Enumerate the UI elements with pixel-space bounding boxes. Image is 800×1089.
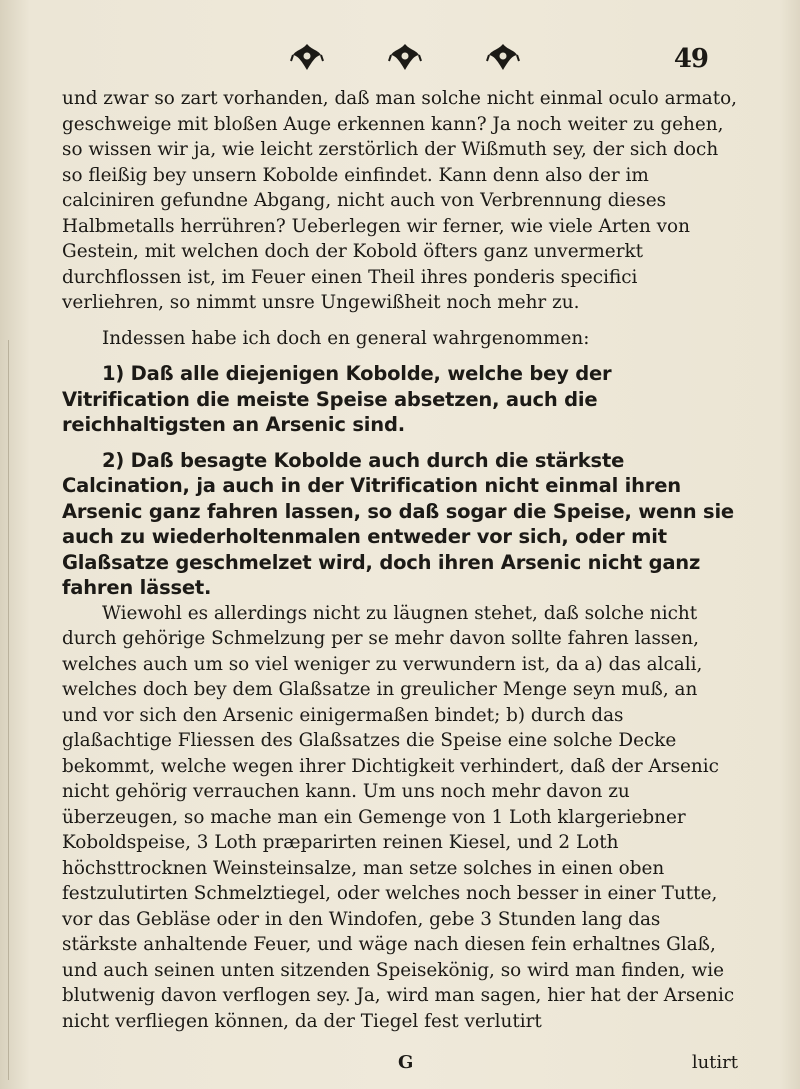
gutter-shadow	[8, 340, 9, 1080]
fleuron-icon	[486, 42, 520, 72]
numbered-thesis: 1) Daß alle diejenigen Kobolde, welche bey der Vitrification die meiste Speise absetzen, auch die reichhaltigsten an Arsenic sind.	[62, 362, 612, 436]
fleuron-icon	[290, 42, 324, 72]
paragraph: und zwar so zart vorhanden, daß man solche nicht einmal oculo armato, geschweige mit bloßen Auge erkennen kann? Ja noch weiter zu gehen, so wissen wir ja, wie leicht zerstörlich der Wißmuth sey, der sich doch so fleißig bey unsern Koboldе einfindet. Kann denn also der im calciniren gefundne Abgang, nicht auch von Verbrennung dieses Halbmetalls herrühren? Ueberlegen wir ferner, wie viele Arten von Gestein, mit welchen doch der Kobold öfters ganz unvermerkt durchflossen ist, im Feuer einen Theil ihres ponderis specifici verliehren, so nimmt unsre Ungewißheit noch mehr zu.	[62, 88, 738, 313]
paragraph: Indessen habe ich doch en general wahrgenommen:	[102, 327, 590, 349]
numbered-thesis: 2) Daß besagte Kobolde auch durch die stärkste Calcination, ja auch in der Vitrification nicht einmal ihren Arsenic ganz fahren lassen, so daß sogar die Speise, wenn sie auch zu wiederholtenmalen entweder vor sich, oder mit Glaßsatze geschmelzet wird, doch ihren Arsenic nicht ganz fahren lässet.	[62, 448, 734, 599]
signature-mark: G	[398, 1052, 414, 1073]
fleuron-icon	[388, 42, 422, 72]
header-ornaments	[290, 42, 520, 72]
page-number: 49	[673, 44, 708, 74]
page-header	[0, 40, 800, 80]
body-text	[62, 86, 738, 1034]
page-footer	[0, 1052, 800, 1082]
paragraph: Wiewohl es allerdings nicht zu läugnen stehet, daß solche nicht durch gehörige Schmelzung per se mehr davon sollte fahren lassen, welches auch um so viel weniger zu verwundern ist, da a) das alcali, welches doch bey dem Glaßsatze in greulicher Menge seyn muß, an und vor sich den Arsenic einigermaßen bindet; b) durch das glaßachtige Fliessen des Glaßsatzes die Speise eine solche Decke bekommt, welche wegen ihrer Dichtigkeit verhindert, daß der Arsenic nicht gehörig verrauchen kann. Um uns noch mehr davon zu überzeugen, so mache man ein Gemenge von 1 Loth klargeriebner Koboldspeise, 3 Loth præparirten reinen Kiesel, und 2 Loth höchsttrocknen Weinsteinsalze, man setze solches in einen oben festzulutirten Schmelztiegel, oder welches noch besser in einer Tutte, vor das Gebläse oder in den Windofen, gebe 3 Stunden lang das stärkste anhaltende Feuer, und wäge nach diesen fein erhaltnes Glaß, und auch seinen unten sitzenden Speisekönig, so wird man finden, wie blutwenig davon verflogen sey. Ja, wird man sagen, hier hat der Arsenic nicht verfliegen können, da der Tiegel fest verlutirt	[62, 602, 735, 1032]
catchword: lutirt	[691, 1052, 738, 1073]
